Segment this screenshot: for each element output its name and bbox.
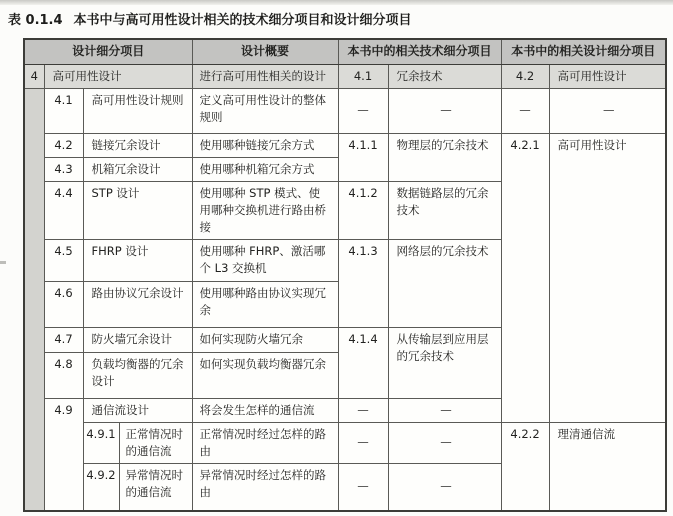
cell-concept: 使用哪种机箱冗余方式: [192, 157, 338, 181]
cell-tech: 物理层的冗余技术: [388, 133, 501, 181]
cell-design-no: 4.2: [501, 64, 549, 88]
cell-concept: 如何实现防火墙冗余: [192, 327, 338, 352]
cell-no: 4.7: [44, 327, 83, 352]
cell-concept: 如何实现负载均衡器冗余: [192, 352, 338, 398]
cell-concept: 使用哪种 FHRP、激活哪个 L3 交换机: [192, 239, 338, 281]
cell-name: 防火墙冗余设计: [83, 327, 192, 352]
table-row: [24, 422, 666, 463]
cell-design-no: 4.2.2: [501, 422, 549, 511]
cell-no: 4.6: [44, 281, 83, 327]
cell-design: 理清通信流: [549, 422, 666, 511]
header-design-summary: 设计概要: [192, 39, 338, 64]
cell-tech-no: —: [338, 398, 388, 422]
header-related-design-items: 本书中的相关设计细分项目: [501, 39, 666, 64]
cell-name: 正常情况时的通信流: [119, 422, 192, 463]
cell-no: 4: [24, 64, 44, 88]
header-row: [24, 39, 666, 64]
cell-tech-no: 4.1.2: [338, 181, 388, 239]
cell-name: 高可用性设计规则: [83, 88, 192, 133]
cell-concept: 定义高可用性设计的整体规则: [192, 88, 338, 133]
cell-no: 4.5: [44, 239, 83, 281]
cell-tech: 冗余技术: [388, 64, 501, 88]
cell-no: 4.2: [44, 133, 83, 157]
cell-tech-no: —: [338, 88, 388, 133]
cell-concept: 将会发生怎样的通信流: [192, 398, 338, 422]
cell-tech-no: 4.1.4: [338, 327, 388, 398]
cell-no: 4.9.2: [83, 463, 119, 511]
cell-design: 高可用性设计: [549, 64, 666, 88]
cell-name: 链接冗余设计: [83, 133, 192, 157]
cell-no: 4.3: [44, 157, 83, 181]
cell-tech: —: [388, 422, 501, 463]
cell-tech-no: 4.1.1: [338, 133, 388, 181]
cell-tech-no: —: [338, 422, 388, 463]
table-caption: [8, 9, 412, 28]
cell-tech-no: —: [338, 463, 388, 511]
cell-name: 异常情况时的通信流: [119, 463, 192, 511]
cell-tech: —: [388, 88, 501, 133]
table-caption-number: 表 0.1.4: [8, 13, 63, 28]
cell-tech: 网络层的冗余技术: [388, 239, 501, 327]
table-caption-title: 本书中与高可用性设计相关的技术细分项目和设计细分项目: [73, 13, 412, 28]
cell-tech: 数据链路层的冗余技术: [388, 181, 501, 239]
cell-tech: —: [388, 463, 501, 511]
page-top-edge: [0, 0, 673, 5]
left-strip: [24, 88, 44, 511]
cell-concept: 使用哪种路由协议实现冗余: [192, 281, 338, 327]
cell-name: 高可用性设计: [44, 64, 192, 88]
cell-name: STP 设计: [83, 181, 192, 239]
cell-no: 4.9.1: [83, 422, 119, 463]
header-related-tech-items: 本书中的相关技术细分项目: [338, 39, 501, 64]
cell-no: 4.1: [44, 88, 83, 133]
cell-concept: 进行高可用性相关的设计: [192, 64, 338, 88]
cell-concept: 使用哪种链接冗余方式: [192, 133, 338, 157]
cell-concept: 使用哪种 STP 模式、使用哪种交换机进行路由桥接: [192, 181, 338, 239]
cell-design: 高可用性设计: [549, 133, 666, 422]
table-row: [24, 133, 666, 157]
cell-name: 负载均衡器的冗余设计: [83, 352, 192, 398]
cell-tech: 从传输层到应用层的冗余技术: [388, 327, 501, 398]
table-row: [24, 88, 666, 133]
cell-name: 通信流设计: [83, 398, 192, 422]
table-row: [24, 64, 666, 88]
cell-no: 4.4: [44, 181, 83, 239]
cell-design-no: —: [501, 88, 549, 133]
page-edge-mark: [0, 261, 6, 264]
cell-name: 路由协议冗余设计: [83, 281, 192, 327]
availability-design-table: [23, 38, 667, 512]
cell-concept: 正常情况时经过怎样的路由: [192, 422, 338, 463]
cell-tech: —: [388, 398, 501, 422]
cell-design: —: [549, 88, 666, 133]
cell-no: 4.9: [44, 398, 83, 511]
cell-name: 机箱冗余设计: [83, 157, 192, 181]
cell-concept: 异常情况时经过怎样的路由: [192, 463, 338, 511]
cell-name: FHRP 设计: [83, 239, 192, 281]
header-design-items: 设计细分项目: [24, 39, 192, 64]
cell-tech-no: 4.1: [338, 64, 388, 88]
cell-tech-no: 4.1.3: [338, 239, 388, 327]
cell-no: 4.8: [44, 352, 83, 398]
cell-design-no: 4.2.1: [501, 133, 549, 422]
